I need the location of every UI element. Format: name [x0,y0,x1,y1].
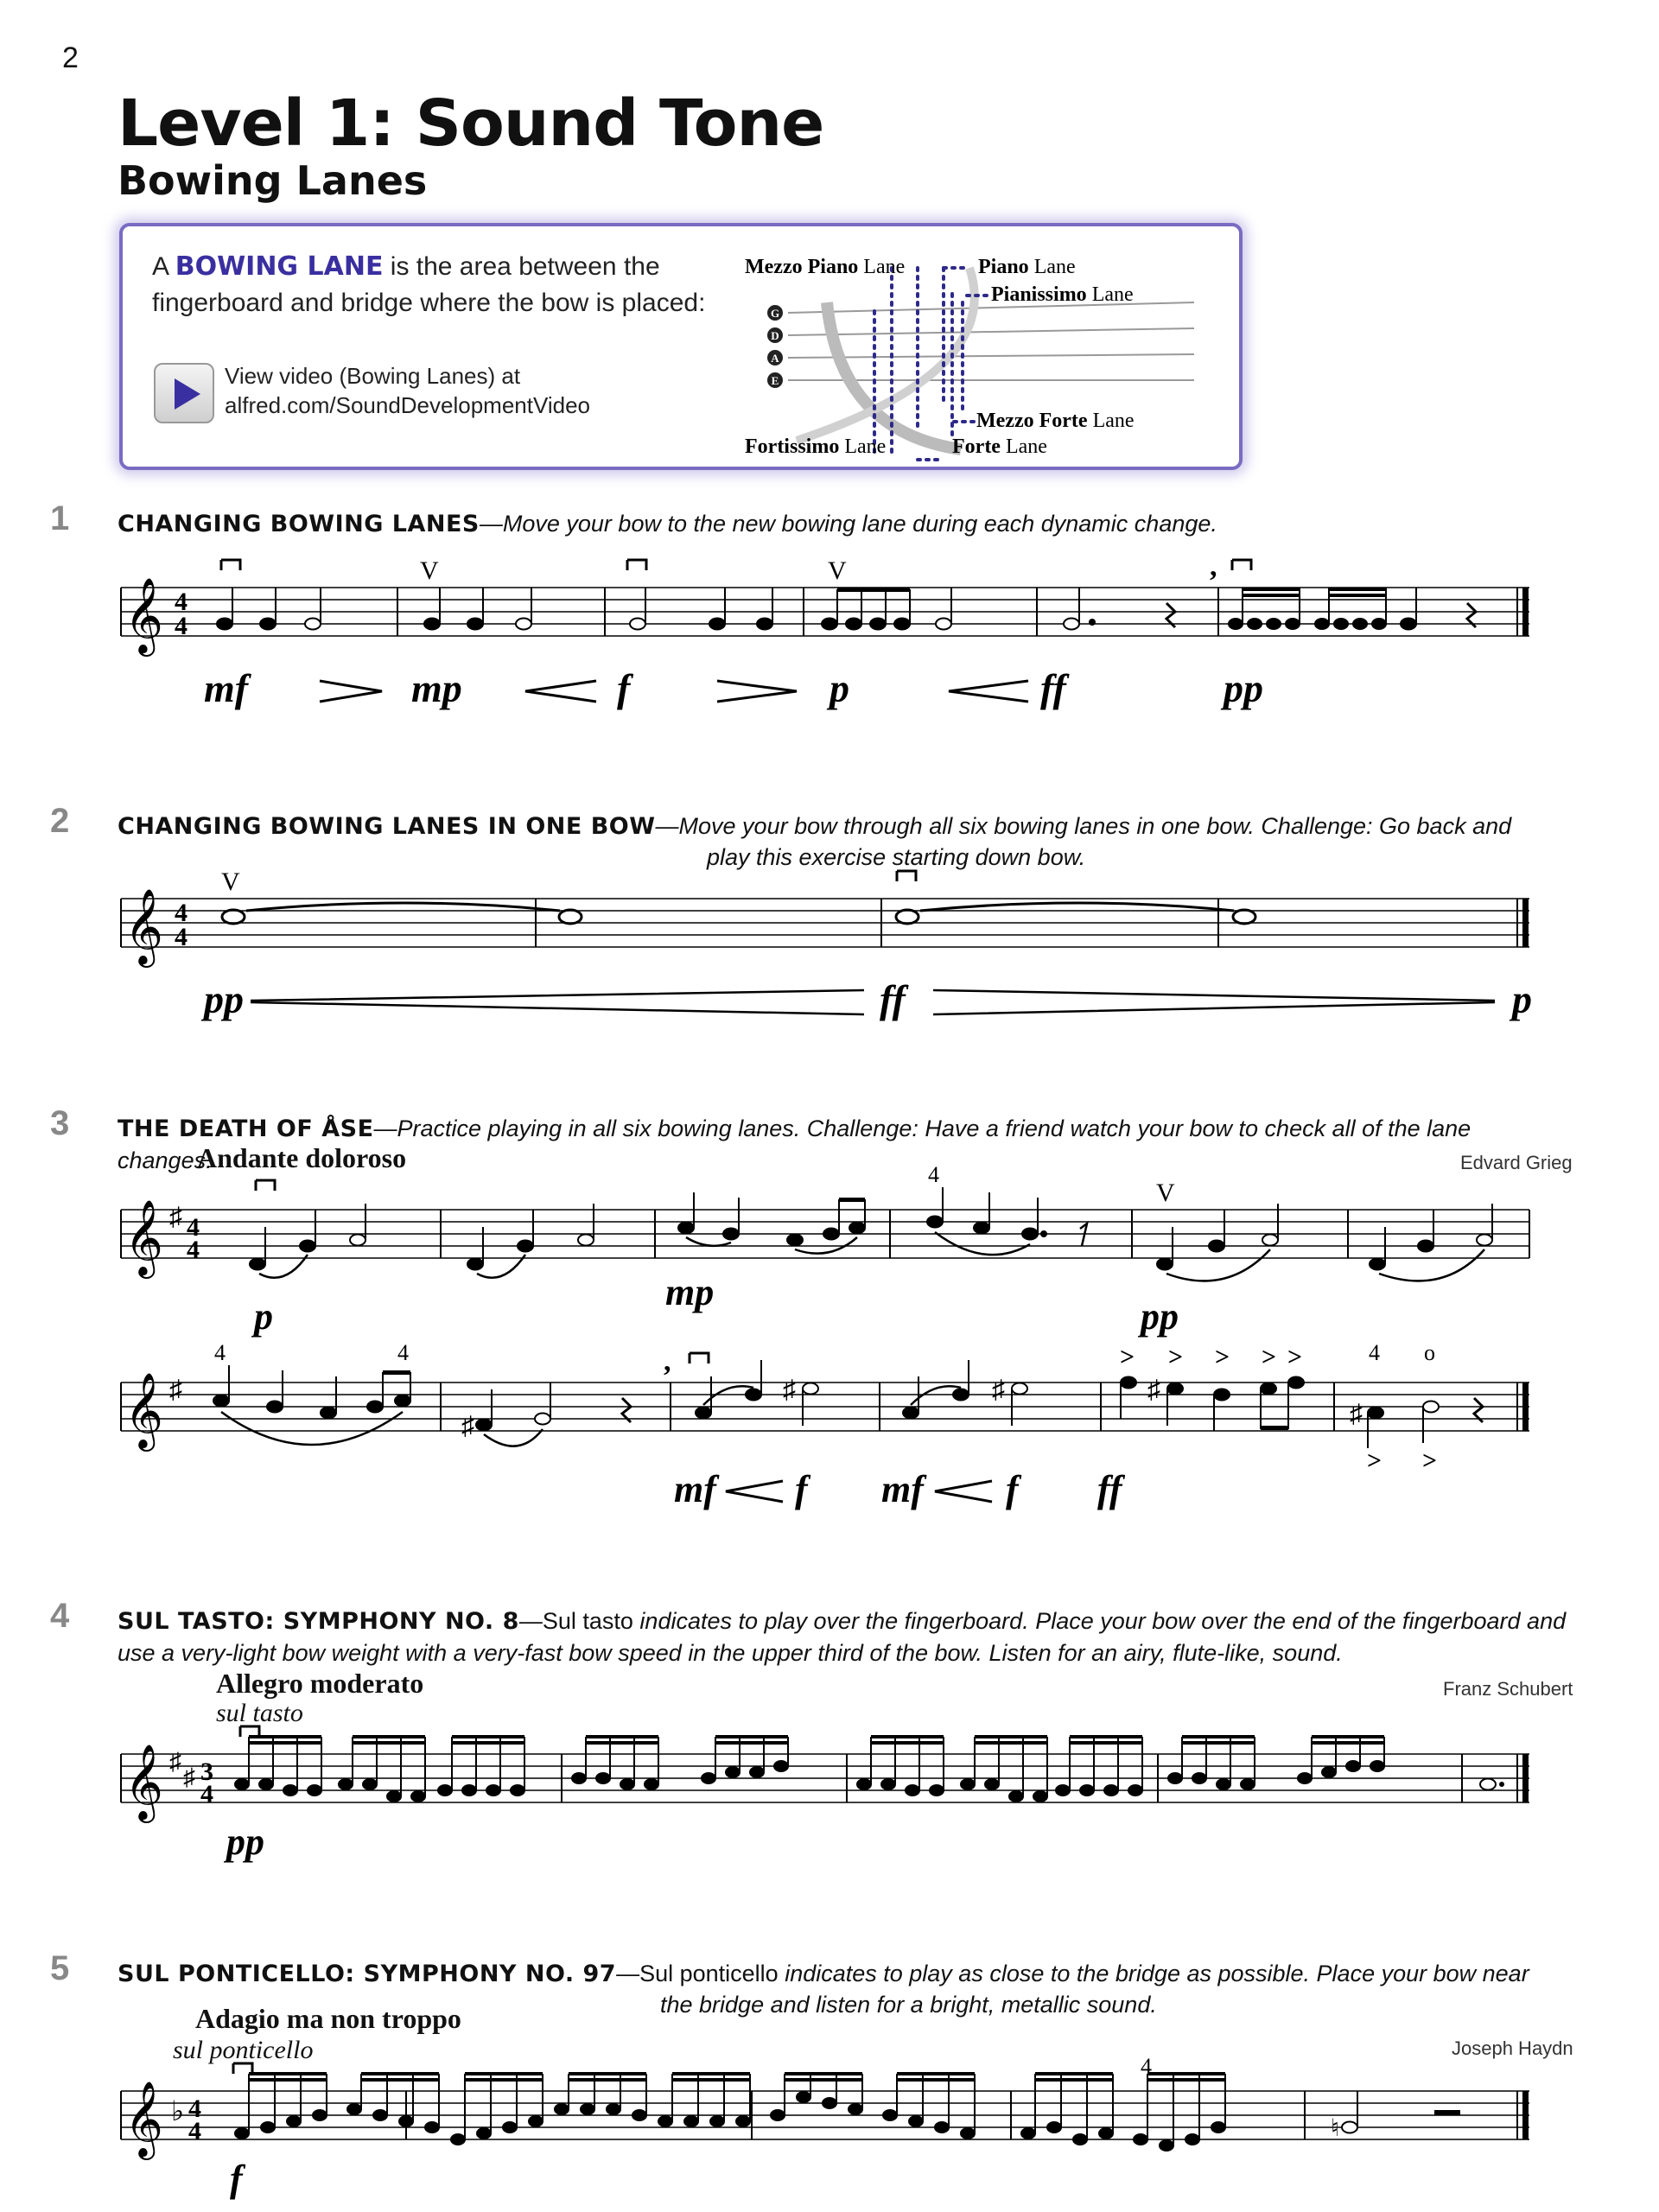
note-head [503,2122,517,2133]
exercise-3-notes-1 [249,1187,1492,1270]
note-head [387,1791,401,1802]
sharp-icon: ♯ [461,1412,474,1440]
slurs [259,1232,1484,1281]
dynamic-mark: p [1512,977,1532,1021]
note-head [1185,2134,1199,2145]
page-subtitle: Bowing Lanes [118,157,428,204]
exercise-2-heading [118,810,1569,842]
exercise-2-description-cont: play this exercise starting down bow. [707,844,1086,870]
note-head [684,2116,698,2126]
dynamic-mark: f [617,666,631,710]
page-title: Level 1: Sound Tone [118,86,824,161]
breath-mark-icon: , [1210,550,1217,582]
exercise-3-notes-2 [213,1360,1439,1448]
note-head [1047,2122,1061,2133]
dynamic-mark: ff [880,977,906,1021]
dynamic-mark: pp [1141,1295,1179,1338]
note-head [235,2128,249,2139]
bridge-shape [827,302,961,449]
note-head [529,2116,543,2126]
exercise-5-number: 5 [50,1949,70,1987]
note-head [774,1761,788,1771]
exercise-3-number: 3 [50,1104,70,1142]
time-sig-top: 4 [175,588,188,616]
hairpins [251,990,1495,1014]
exercise-1-heading [118,508,1569,540]
fingering-number: 4 [214,1340,226,1365]
note-head [1009,1791,1023,1802]
accent-icon: > [1367,1446,1382,1475]
accent-icon: > [1422,1446,1438,1475]
bowing-lane-term: BOWING LANE [175,251,384,282]
accent-icon: > [1168,1343,1184,1371]
exercise-3-dynamics-1 [251,1271,1179,1338]
treble-clef-icon: 𝄞 [124,1746,163,1819]
note-head [1192,1773,1206,1783]
note-head [710,2116,724,2126]
note-head [1056,1785,1070,1796]
note-head [1211,2122,1225,2133]
lane-label-piano: Piano Lane [978,256,1076,278]
exercise-3-title: THE DEATH OF ÅSE [118,1116,374,1142]
dynamic-mark: pp [1224,666,1263,710]
string-g-label: G [770,307,780,320]
note-head [411,1791,425,1802]
exercise-5-heading [118,1958,1569,1990]
note-head [823,2098,836,2108]
exercise-4-dash: — [518,1608,543,1634]
dynamic-mark: f [1006,1468,1019,1510]
string-a-label: A [771,352,779,365]
note-head [259,1779,273,1789]
note-head [736,2116,750,2126]
note-head [313,2110,327,2120]
dynamic-mark: ff [1040,666,1066,710]
note-head [1033,1791,1047,1802]
sharp-icon: ♯ [1147,1376,1160,1404]
note-head [308,1785,321,1796]
note-head [1217,1779,1230,1789]
hairpins [726,1481,992,1502]
dynamic-mark: mf [881,1468,924,1510]
exercise-5-dash: — [616,1961,640,1986]
time-sig-bottom: 4 [200,1780,213,1808]
exercise-3-composer: Edvard Grieg [1460,1152,1573,1173]
exercise-2-description: —Move your bow through all six bowing lanes in one bow. Challenge: Go back and [655,813,1512,839]
time-sig-top: 3 [200,1758,213,1786]
note-head [702,1773,715,1783]
note-head [985,1779,999,1789]
note-head [632,2110,646,2120]
down-bow-icon [221,560,240,570]
fingering-number: 4 [397,1340,409,1365]
video-line-1: View video (Bowing Lanes) at [225,363,521,389]
note-head [555,2104,569,2114]
exercise-4-heading [118,1605,1569,1669]
treble-clef-icon: 𝄞 [124,1375,163,1447]
half-rest-icon [1434,2110,1460,2115]
natural-icon: ♮ [1331,2115,1340,2142]
down-bow-icon [897,871,916,881]
note-head [620,1779,634,1789]
note-head [283,1785,297,1796]
note-head [399,2116,413,2126]
exercise-5-description-cont: the bridge and listen for a bright, metallic sound. [660,1992,1157,2018]
lane-dotted-lines [874,268,987,460]
note-head [347,2104,361,2114]
note-head [1168,1773,1182,1783]
note-head [645,1779,658,1789]
exercise-3-description: —Practice playing in all six bowing lanes. Challenge: Have a friend watch your bow to check all of the lane changes. [118,1116,1471,1173]
down-bow-icon [690,1353,709,1363]
eighth-rest-icon [1080,1224,1087,1246]
note-head [1346,1761,1360,1771]
exercise-4-expression: sul tasto [216,1699,303,1727]
breath-mark-icon: , [664,1345,671,1377]
exercise-4-staff [112,1719,1581,1866]
note-head [909,2116,923,2126]
note-head [658,2116,672,2126]
note-head [363,1779,377,1789]
exercise-2-number: 2 [50,802,70,840]
accent-icon: > [1215,1343,1230,1371]
accent-icon: > [1120,1343,1135,1371]
down-bow-icon [256,1180,275,1191]
down-bow-icon [627,560,646,570]
exercise-5-title: SUL PONTICELLO: SYMPHONY NO. 97 [118,1961,617,1987]
dynamic-mark: f [795,1468,808,1510]
exercise-4-number: 4 [50,1597,70,1635]
note-head [857,1779,871,1789]
dynamic-mark: mf [204,666,249,710]
dynamic-mark: pp [226,1821,264,1863]
dynamic-mark: p [830,666,849,710]
note-head [596,1773,610,1783]
lane-label-pianissimo: Pianissimo Lane [991,283,1134,306]
note-head [935,2122,949,2133]
dot-icon [1499,1782,1504,1787]
bowing-marks [221,550,1251,585]
dynamic-mark: ff [1097,1468,1122,1510]
dynamic-mark: p [254,1295,273,1338]
dynamic-mark: mp [411,666,462,710]
exercise-4-composer: Franz Schubert [1443,1678,1573,1700]
note-head [425,2122,439,2133]
up-bow-icon: V [828,556,847,585]
play-video-button[interactable] [154,363,214,423]
intro-prefix: A [152,252,175,281]
video-link[interactable] [225,361,590,420]
note-head [477,2128,491,2139]
fingering-number: 4 [928,1162,939,1187]
note-head [797,2092,810,2102]
key-sharp-icon: ♯ [169,1376,182,1404]
treble-clef-icon: 𝄞 [124,2083,163,2156]
up-bow-icon: V [221,868,240,896]
note-head [486,1785,500,1796]
time-sig-bottom: 4 [175,612,188,640]
lane-label-forte: Forte Lane [952,435,1047,458]
key-sharp-icon: ♯ [169,1203,182,1231]
string-e-label: E [771,374,779,387]
bowing-lane-definition [152,249,757,321]
exercise-2-title: CHANGING BOWING LANES IN ONE BOW [118,813,656,840]
note-head [771,2110,785,2120]
note-head [1160,2140,1173,2151]
final-half-note [1342,2122,1357,2133]
exercise-2-dynamics [200,977,1532,1021]
note-head [961,1779,975,1789]
exercise-1-staff [112,550,1581,726]
final-half-note [1480,1779,1496,1790]
key-sharp-icon: ♯ [183,1764,195,1791]
exercise-3-staff-2 [112,1340,1581,1521]
lane-label-mezzo-piano: Mezzo Piano Lane [745,256,906,278]
note-head [261,2122,275,2133]
note-head [1128,1785,1142,1796]
note-head [1021,2128,1035,2139]
exercise-2-staff [112,864,1581,1037]
lane-label-mezzo-forte: Mezzo Forte Lane [976,410,1135,432]
exercise-3-tempo: Andante doloroso [197,1142,407,1173]
note-head [750,1767,764,1777]
note-head [726,1767,740,1777]
accent-icon: > [1262,1343,1277,1371]
video-line-2: alfred.com/SoundDevelopmentVideo [225,392,591,418]
dynamic-mark: f [230,2158,243,2200]
sharp-icon: ♯ [992,1376,1005,1404]
note-head [235,1779,249,1789]
note-head [1104,1785,1118,1796]
play-icon [175,378,200,410]
exercise-1-title: CHANGING BOWING LANES [118,511,480,537]
note-head [961,2128,975,2139]
up-bow-icon: V [1156,1179,1175,1207]
note-head [906,1785,919,1796]
note-head [511,1785,524,1796]
time-sig-top: 4 [187,1213,200,1242]
exercise-5-composer: Joseph Haydn [1452,2037,1573,2059]
note-head [287,2116,301,2126]
note-head [881,1779,895,1789]
note-head [572,1773,586,1783]
note-head [462,1785,476,1796]
treble-clef-icon: 𝄞 [124,1202,163,1274]
note-head [1370,1761,1384,1771]
dynamic-mark: mf [674,1468,716,1510]
fingering-number: 4 [1369,1340,1380,1365]
intro-suffix: is the area between the fingerboard and bridge where the bow is placed: [152,252,706,317]
exercise-5-term: Sul ponticello [639,1961,779,1986]
bowing-lanes-diagram [745,233,1229,467]
exercise-4-tempo: Allegro moderato [216,1668,424,1699]
treble-clef-icon: 𝄞 [124,891,163,963]
key-flat-icon: ♭ [171,2095,185,2126]
up-bow-icon: V [420,556,439,585]
lane-label-fortissimo: Fortissimo Lane [745,435,887,458]
exercise-4-description: indicates to play over the fingerboard. Place your bow over the end of the fingerboard and use a very-light bow weight with a very-fast bow speed in the upper third of the bow. Listen for an airy, flute-like, sound. [118,1608,1567,1666]
note-head [1080,1785,1094,1796]
string-labels [767,305,783,388]
note-head [1134,2134,1147,2145]
fingering-number: 4 [1141,2054,1152,2079]
key-sharp-icon: ♯ [169,1749,181,1776]
dynamic-mark: pp [204,977,244,1021]
note-head [1322,1767,1336,1777]
note-head [1099,2128,1113,2139]
note-head [883,2110,897,2120]
note-head [1298,1773,1312,1783]
string-d-label: D [771,329,779,342]
fingering-number: o [1424,1340,1435,1365]
accent-icon: > [1287,1343,1303,1371]
note-head [438,1785,452,1796]
time-sig-top: 4 [175,899,188,927]
time-sig-bottom: 4 [175,923,188,951]
note-head [451,2134,465,2145]
dynamic-mark: mp [665,1271,715,1313]
note-head [607,2104,620,2114]
exercise-5-description: indicates to play as close to the bridge as possible. Place your bow near [778,1961,1529,1986]
note-head [849,2104,862,2114]
exercise-5-expression: sul ponticello [173,2036,314,2064]
exercise-4-term: Sul tasto [542,1608,633,1634]
treble-clef-icon: 𝄞 [124,580,163,652]
note-head [930,1785,944,1796]
exercise-2-notes [222,903,1255,924]
note-head [373,2110,387,2120]
page-number: 2 [62,41,79,74]
time-sig-bottom: 4 [188,2117,201,2145]
exercise-4-title: SUL TASTO: SYMPHONY NO. 8 [118,1608,519,1635]
note-head [1241,1779,1255,1789]
sharp-icon: ♯ [1350,1400,1363,1428]
bowing-lane-info-box [119,223,1243,470]
note-head [581,2104,594,2114]
exercise-1-number: 1 [50,499,70,537]
exercise-5-tempo: Adagio ma non troppo [195,2003,461,2034]
time-sig-top: 4 [188,2094,201,2123]
exercise-5-staff [112,2056,1581,2203]
note-head [339,1779,353,1789]
exercise-1-description: —Move your bow to the new bowing lane during each dynamic change. [479,511,1217,537]
exercise-4-notes [235,1735,1384,1802]
note-head [1073,2134,1087,2145]
down-bow-icon [1232,560,1251,570]
time-sig-bottom: 4 [187,1236,200,1264]
sharp-icon: ♯ [783,1376,796,1404]
